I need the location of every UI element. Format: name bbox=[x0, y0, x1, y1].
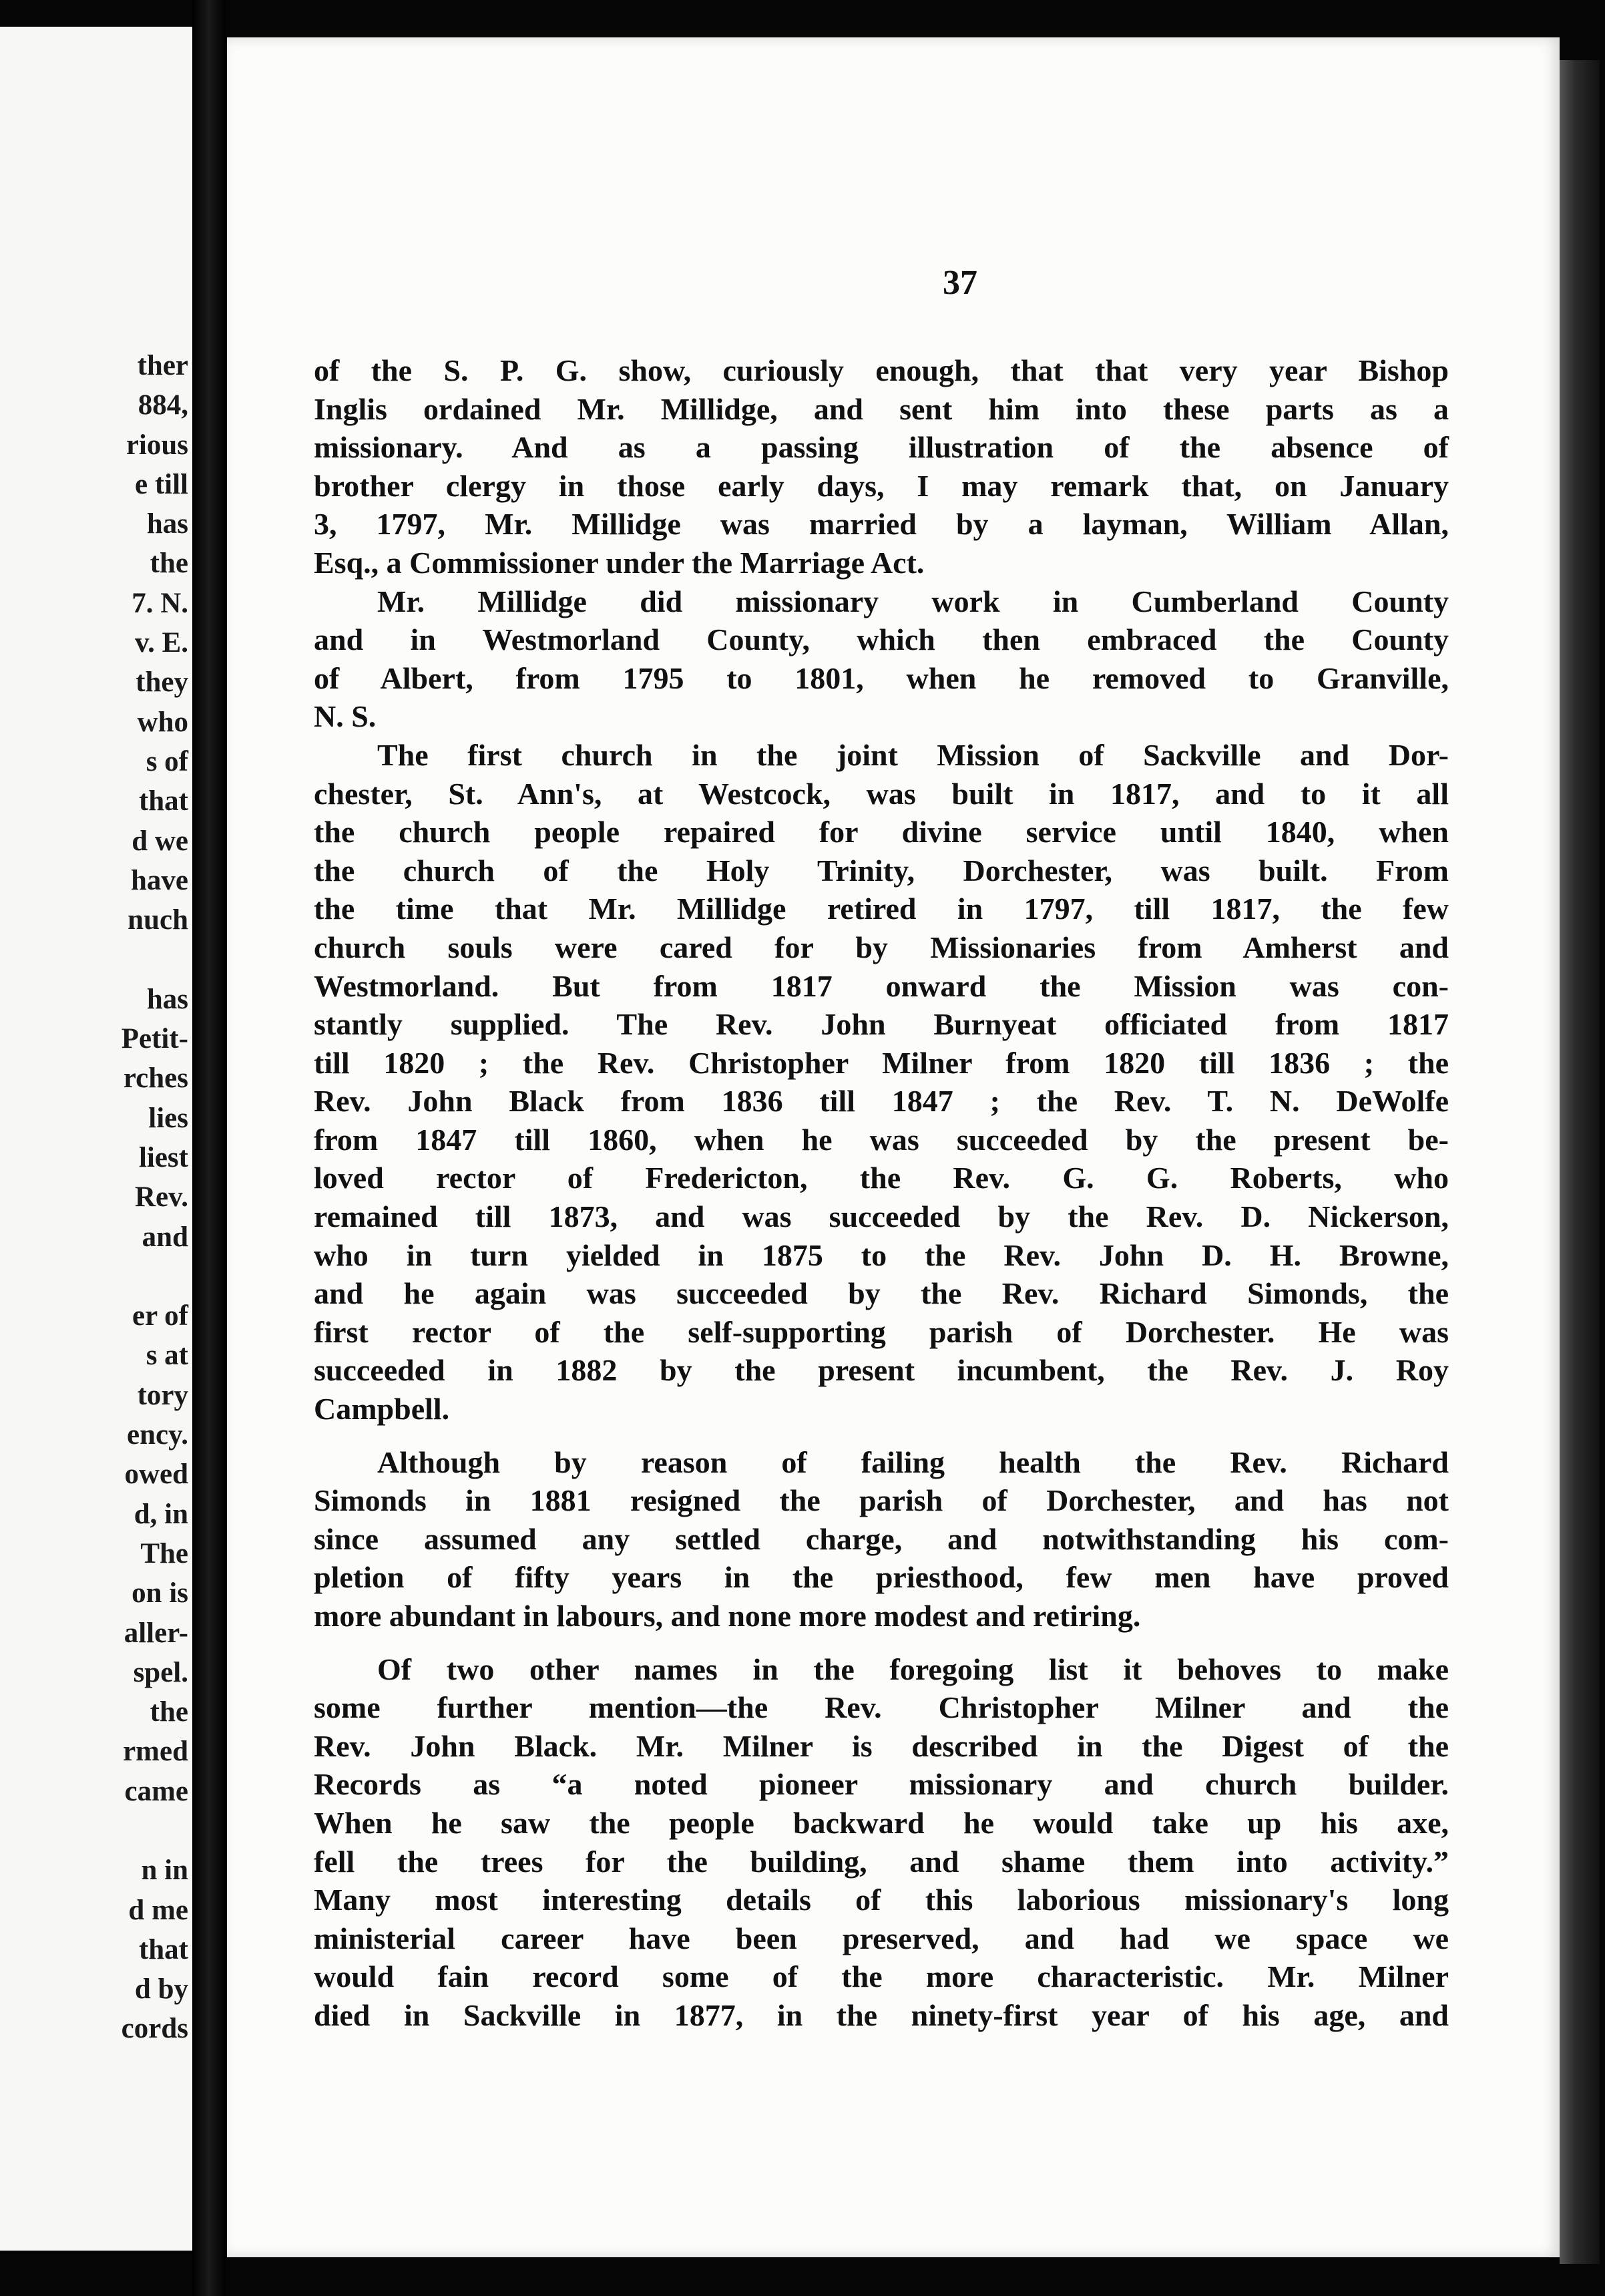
text-line: succeeded in 1882 by the present incumbent, the Rev. J. Roy bbox=[314, 1353, 1449, 1388]
previous-page-text bbox=[1, 346, 188, 2049]
previous-page-line: rches bbox=[123, 1063, 188, 1095]
book-gutter bbox=[192, 0, 226, 2296]
previous-page-line: on is bbox=[132, 1577, 188, 1609]
text-line: remained till 1873, and was succeeded by the Rev. D. Nickerson, bbox=[314, 1199, 1449, 1234]
text-line: Many most interesting details of this laborious missionary's long bbox=[314, 1883, 1449, 1917]
previous-page-line: rmed bbox=[123, 1736, 188, 1768]
previous-page-line: has bbox=[146, 983, 188, 1015]
text-line: died in Sackville in 1877, in the ninety-first year of his age, and bbox=[314, 1997, 1449, 2032]
text-line: would fain record some of the more characteristic. Mr. Milner bbox=[314, 1959, 1449, 1994]
previous-page-line: that bbox=[138, 1933, 188, 1965]
text-line: Of two other names in the foregoing list it behoves to make bbox=[377, 1652, 1449, 1686]
text-line: the church of the Holy Trinity, Dorchester, was built. From bbox=[314, 853, 1449, 888]
previous-page-line: e till bbox=[135, 468, 188, 500]
text-line: of Albert, from 1795 to 1801, when he removed to Granville, bbox=[314, 660, 1449, 695]
text-line: Inglis ordained Mr. Millidge, and sent him into these parts as a bbox=[314, 391, 1449, 426]
previous-page-line: the bbox=[150, 548, 188, 580]
text-line: Records as “a noted pioneer missionary and church builder. bbox=[314, 1767, 1449, 1802]
text-line: of the S. P. G. show, curiously enough, that that very year Bishop bbox=[314, 353, 1449, 387]
text-line: pletion of fifty years in the priesthood, few men have proved bbox=[314, 1560, 1449, 1595]
text-line: Rev. John Black. Mr. Milner is described in the Digest of the bbox=[314, 1728, 1449, 1763]
text-line: The first church in the joint Mission of Sackville and Dor- bbox=[377, 737, 1449, 772]
previous-page-line: owed bbox=[124, 1459, 188, 1491]
previous-page-line bbox=[1, 940, 188, 979]
previous-page-line: s of bbox=[146, 745, 188, 777]
previous-page-line: that bbox=[138, 785, 188, 817]
paragraph bbox=[314, 736, 1449, 1428]
body-text bbox=[314, 351, 1449, 2035]
text-line: chester, St. Ann's, at Westcock, was built in 1817, and to it all bbox=[314, 776, 1449, 811]
text-line: ministerial career have been preserved, and had we space we bbox=[314, 1921, 1449, 1955]
previous-page-line: they bbox=[136, 666, 188, 699]
text-line: Esq., a Commissioner under the Marriage Act. bbox=[314, 545, 925, 580]
text-line: missionary. And as a passing illustration of the absence of bbox=[314, 430, 1449, 465]
previous-page-line: 884, bbox=[138, 389, 188, 421]
previous-page-line: cords bbox=[121, 2013, 188, 2045]
paragraph bbox=[314, 582, 1449, 736]
previous-page-line bbox=[1, 1257, 188, 1296]
text-line: first rector of the self-supporting parish of Dorchester. He was bbox=[314, 1314, 1449, 1349]
text-line: Westmorland. But from 1817 onward the Mission was con- bbox=[314, 968, 1449, 1003]
previous-page-line bbox=[1, 1811, 188, 1851]
text-line: and in Westmorland County, which then embraced the County bbox=[314, 622, 1449, 657]
text-line: and he again was succeeded by the Rev. Richard Simonds, the bbox=[314, 1276, 1449, 1311]
text-line: the church people repaired for divine service until 1840, when bbox=[314, 815, 1449, 849]
text-line: Mr. Millidge did missionary work in Cumberland County bbox=[377, 584, 1449, 618]
paragraph bbox=[314, 351, 1449, 582]
text-line: Rev. John Black from 1836 till 1847 ; the Rev. T. N. DeWolfe bbox=[314, 1084, 1449, 1119]
text-line: loved rector of Fredericton, the Rev. G. G. Roberts, who bbox=[314, 1161, 1449, 1195]
previous-page-line: has bbox=[146, 508, 188, 540]
text-line: since assumed any settled charge, and notwithstanding his com- bbox=[314, 1521, 1449, 1556]
paragraph bbox=[314, 1443, 1449, 1636]
paragraph-gap bbox=[314, 1636, 1449, 1650]
previous-page-line: d by bbox=[134, 1973, 188, 2005]
previous-page-line: rious bbox=[126, 429, 188, 461]
previous-page-line: d me bbox=[128, 1894, 188, 1926]
previous-page-line: came bbox=[124, 1775, 188, 1807]
text-line: Simonds in 1881 resigned the parish of Dorchester, and has not bbox=[314, 1483, 1449, 1518]
text-line: 3, 1797, Mr. Millidge was married by a layman, William Allan, bbox=[314, 507, 1449, 542]
previous-page-line: er of bbox=[132, 1300, 188, 1332]
previous-page-line: n in bbox=[141, 1855, 188, 1887]
text-line: stantly supplied. The Rev. John Burnyeat officiated from 1817 bbox=[314, 1007, 1449, 1042]
text-line: church souls were cared for by Missionaries from Amherst and bbox=[314, 930, 1449, 964]
previous-page-line: ther bbox=[137, 350, 188, 381]
previous-page-line: aller- bbox=[124, 1617, 188, 1649]
text-line: till 1820 ; the Rev. Christopher Milner from 1820 till 1836 ; the bbox=[314, 1045, 1449, 1080]
page-edge bbox=[1560, 60, 1600, 2264]
text-line: who in turn yielded in 1875 to the Rev. John D. H. Browne, bbox=[314, 1237, 1449, 1272]
previous-page-line: liest bbox=[138, 1141, 188, 1173]
previous-page-line: Rev. bbox=[134, 1181, 188, 1213]
previous-page-line: have bbox=[131, 864, 188, 896]
page-number: 37 bbox=[943, 264, 977, 302]
text-line: the time that Mr. Millidge retired in 1797, till 1817, the few bbox=[314, 892, 1449, 926]
paragraph-gap bbox=[314, 1428, 1449, 1443]
previous-page-line: d we bbox=[132, 825, 188, 857]
previous-page-line: The bbox=[140, 1537, 188, 1569]
text-line: from 1847 till 1860, when he was succeeded by the present be- bbox=[314, 1122, 1449, 1157]
text-line: brother clergy in those early days, I may remark that, on January bbox=[314, 468, 1449, 503]
text-line: more abundant in labours, and none more modest and retiring. bbox=[314, 1599, 1141, 1633]
previous-page-line: 7. N. bbox=[132, 587, 188, 619]
previous-page-line: spel. bbox=[133, 1656, 188, 1688]
previous-page-line: v. E. bbox=[134, 627, 188, 659]
previous-page-line: nuch bbox=[128, 904, 188, 936]
previous-page-line: the bbox=[150, 1696, 188, 1728]
paragraph bbox=[314, 1650, 1449, 2035]
text-line: N. S. bbox=[314, 699, 377, 734]
previous-page-line: s at bbox=[146, 1340, 188, 1372]
text-line: some further mention—the Rev. Christopher Milner and the bbox=[314, 1690, 1449, 1725]
previous-page-line: who bbox=[137, 706, 188, 738]
previous-page-line: d, in bbox=[134, 1498, 188, 1530]
text-line: Although by reason of failing health the Rev. Richard bbox=[377, 1445, 1449, 1479]
text-line: fell the trees for the building, and shame them into activity.” bbox=[314, 1844, 1449, 1879]
previous-page-line: Petit- bbox=[121, 1023, 188, 1055]
page bbox=[227, 37, 1560, 2257]
text-line: Campbell. bbox=[314, 1392, 450, 1426]
previous-page bbox=[0, 27, 192, 2251]
previous-page-line: tory bbox=[137, 1379, 188, 1411]
text-line: When he saw the people backward he would take up his axe, bbox=[314, 1805, 1449, 1840]
previous-page-line: and bbox=[142, 1221, 188, 1253]
previous-page-line: lies bbox=[148, 1102, 188, 1134]
previous-page-line: ency. bbox=[127, 1419, 188, 1451]
